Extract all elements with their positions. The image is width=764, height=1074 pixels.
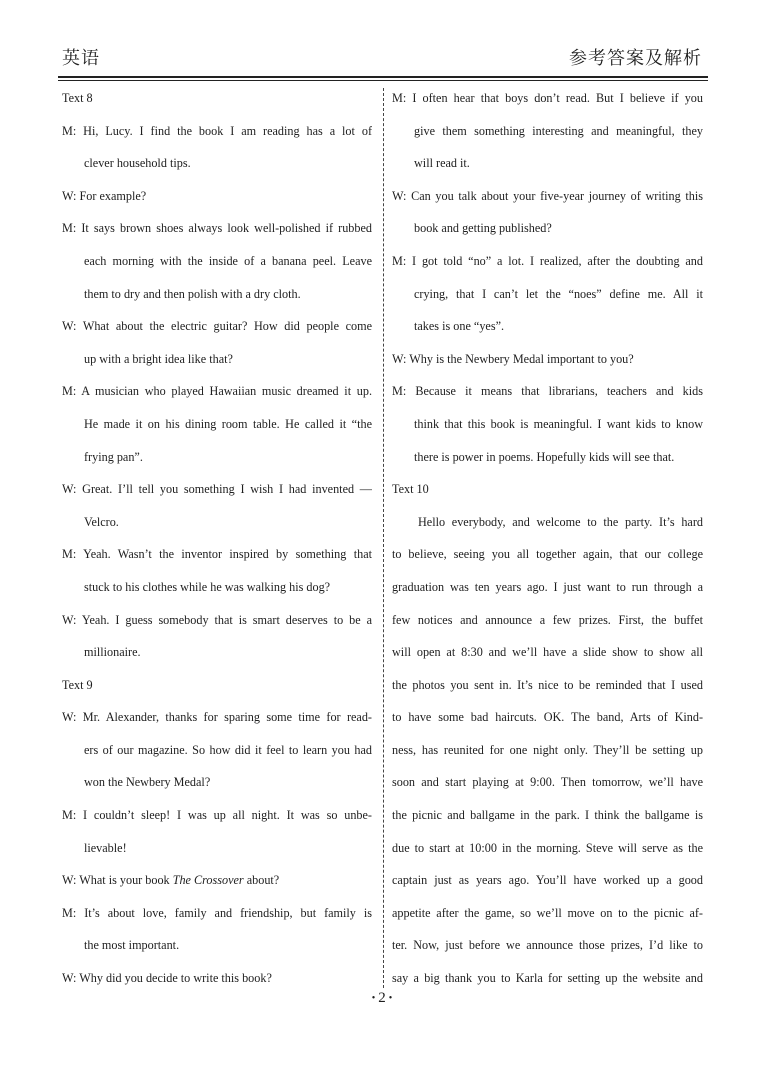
text-line: He made it on his dining room table. He called it “the <box>84 416 372 431</box>
text-line: book and getting published? <box>414 221 552 236</box>
column-divider <box>383 88 384 988</box>
text-line: soon and start playing at 9:00. Then tomorrow, we’ll have <box>392 775 703 790</box>
text-line: clever household tips. <box>84 156 191 171</box>
text-line: W: What about the electric guitar? How did people come <box>62 319 372 334</box>
text-line: Velcro. <box>84 514 119 529</box>
text-line: ter. Now, just before we announce those prizes, I’d like to <box>392 938 703 953</box>
text-line: crying, that I can’t let the “noes” define me. All it <box>414 286 703 301</box>
text-line: M: A musician who played Hawaiian music dreamed it up. <box>62 384 372 399</box>
text-line: them to dry and then polish with a dry cloth. <box>84 286 301 301</box>
text-line: Text 10 <box>392 482 429 497</box>
text-line: M: It says brown shoes always look well-polished if rubbed <box>62 221 372 236</box>
text-line: each morning with the inside of a banana peel. Leave <box>84 253 372 268</box>
text-line: M: It’s about love, family and friendship, but family is <box>62 905 372 920</box>
text-line: up with a bright idea like that? <box>84 351 233 366</box>
text-line: say a big thank you to Karla for setting up the website and <box>392 971 703 986</box>
text-line: will open at 8:30 and we’ll have a slide show to show all <box>392 645 703 660</box>
footer-dot-right: • <box>388 993 393 1005</box>
text-line: due to start at 10:00 in the morning. Steve will serve as the <box>392 840 703 855</box>
text-line: think that this book is meaningful. I want kids to know <box>414 416 703 431</box>
text-line: M: I often hear that boys don’t read. But I believe if you <box>392 91 703 105</box>
text-line: takes is one “yes”. <box>414 319 505 334</box>
left-column <box>62 82 372 995</box>
header-section-title: 参考答案及解析 <box>569 48 702 69</box>
text-line: frying pan”. <box>84 449 143 464</box>
text-line: W: What is your book The Crossover about? <box>62 873 280 888</box>
text-line: Text 9 <box>62 677 93 692</box>
text-line: appetite after the game, so we’ll move on to the picnic af- <box>392 905 703 920</box>
text-line: the picnic and ballgame in the park. I think the ballgame is <box>392 808 703 823</box>
text-line: W: Why did you decide to write this book? <box>62 971 272 986</box>
book-title: The Crossover <box>172 873 244 888</box>
text-line: ers of our magazine. So how did it feel to learn you had <box>84 742 372 757</box>
text-line: W: Can you talk about your five-year journey of writing this <box>392 188 703 203</box>
text-line: lievable! <box>84 840 127 855</box>
text-line: W: For example? <box>62 188 147 203</box>
page-footer <box>0 990 764 1007</box>
text-line: the most important. <box>84 938 180 953</box>
header-rule <box>58 76 708 78</box>
header-rule-thin <box>58 80 708 81</box>
text-line: W: Why is the Newbery Medal important to you? <box>392 351 634 366</box>
text-line: M: I couldn’t sleep! I was up all night. It was so unbe- <box>62 808 372 823</box>
text-line: graduation was ten years ago. I just want to run through a <box>392 579 703 594</box>
text-line: M: I got told “no” a lot. I realized, after the doubting and <box>392 253 703 268</box>
text-line: Hello everybody, and welcome to the party. It’s hard <box>418 514 703 529</box>
text-line: Text 8 <box>62 91 93 105</box>
text-line: ness, has reunited for one night only. They’ll be setting up <box>392 742 703 757</box>
text-line: to believe, seeing you all together again, that our college <box>392 547 703 562</box>
right-column <box>392 82 703 995</box>
text-line: W: Yeah. I guess somebody that is smart deserves to be a <box>62 612 372 627</box>
text-line: captain just as years ago. You’ll have worked up a good <box>392 873 703 888</box>
text-line: millionaire. <box>84 645 141 660</box>
text-line: give them something interesting and meaningful, they <box>414 123 703 138</box>
text-line: won the Newbery Medal? <box>84 775 211 790</box>
text-line: W: Mr. Alexander, thanks for sparing some time for read- <box>62 710 372 725</box>
footer-dot-left: • <box>371 993 376 1005</box>
text-line: W: Great. I’ll tell you something I wish I had invented — <box>62 482 372 497</box>
text-line: M: Because it means that librarians, teachers and kids <box>392 384 703 399</box>
text-line: there is power in poems. Hopefully kids will see that. <box>414 449 675 464</box>
text-line: M: Yeah. Wasn’t the inventor inspired by something that <box>62 547 372 562</box>
page-number: 2 <box>378 990 386 1006</box>
text-line: M: Hi, Lucy. I find the book I am reading has a lot of <box>62 123 372 138</box>
text-line: to have some bad haircuts. OK. The band, Arts of Kind- <box>392 710 703 725</box>
text-line: few notices and announce a few prizes. First, the buffet <box>392 612 703 627</box>
header-subject: 英语 <box>62 48 100 69</box>
text-line: will read it. <box>414 156 470 171</box>
text-line: stuck to his clothes while he was walking his dog? <box>84 579 331 594</box>
text-line: the photos you sent in. It’s nice to be reminded that I used <box>392 677 703 692</box>
